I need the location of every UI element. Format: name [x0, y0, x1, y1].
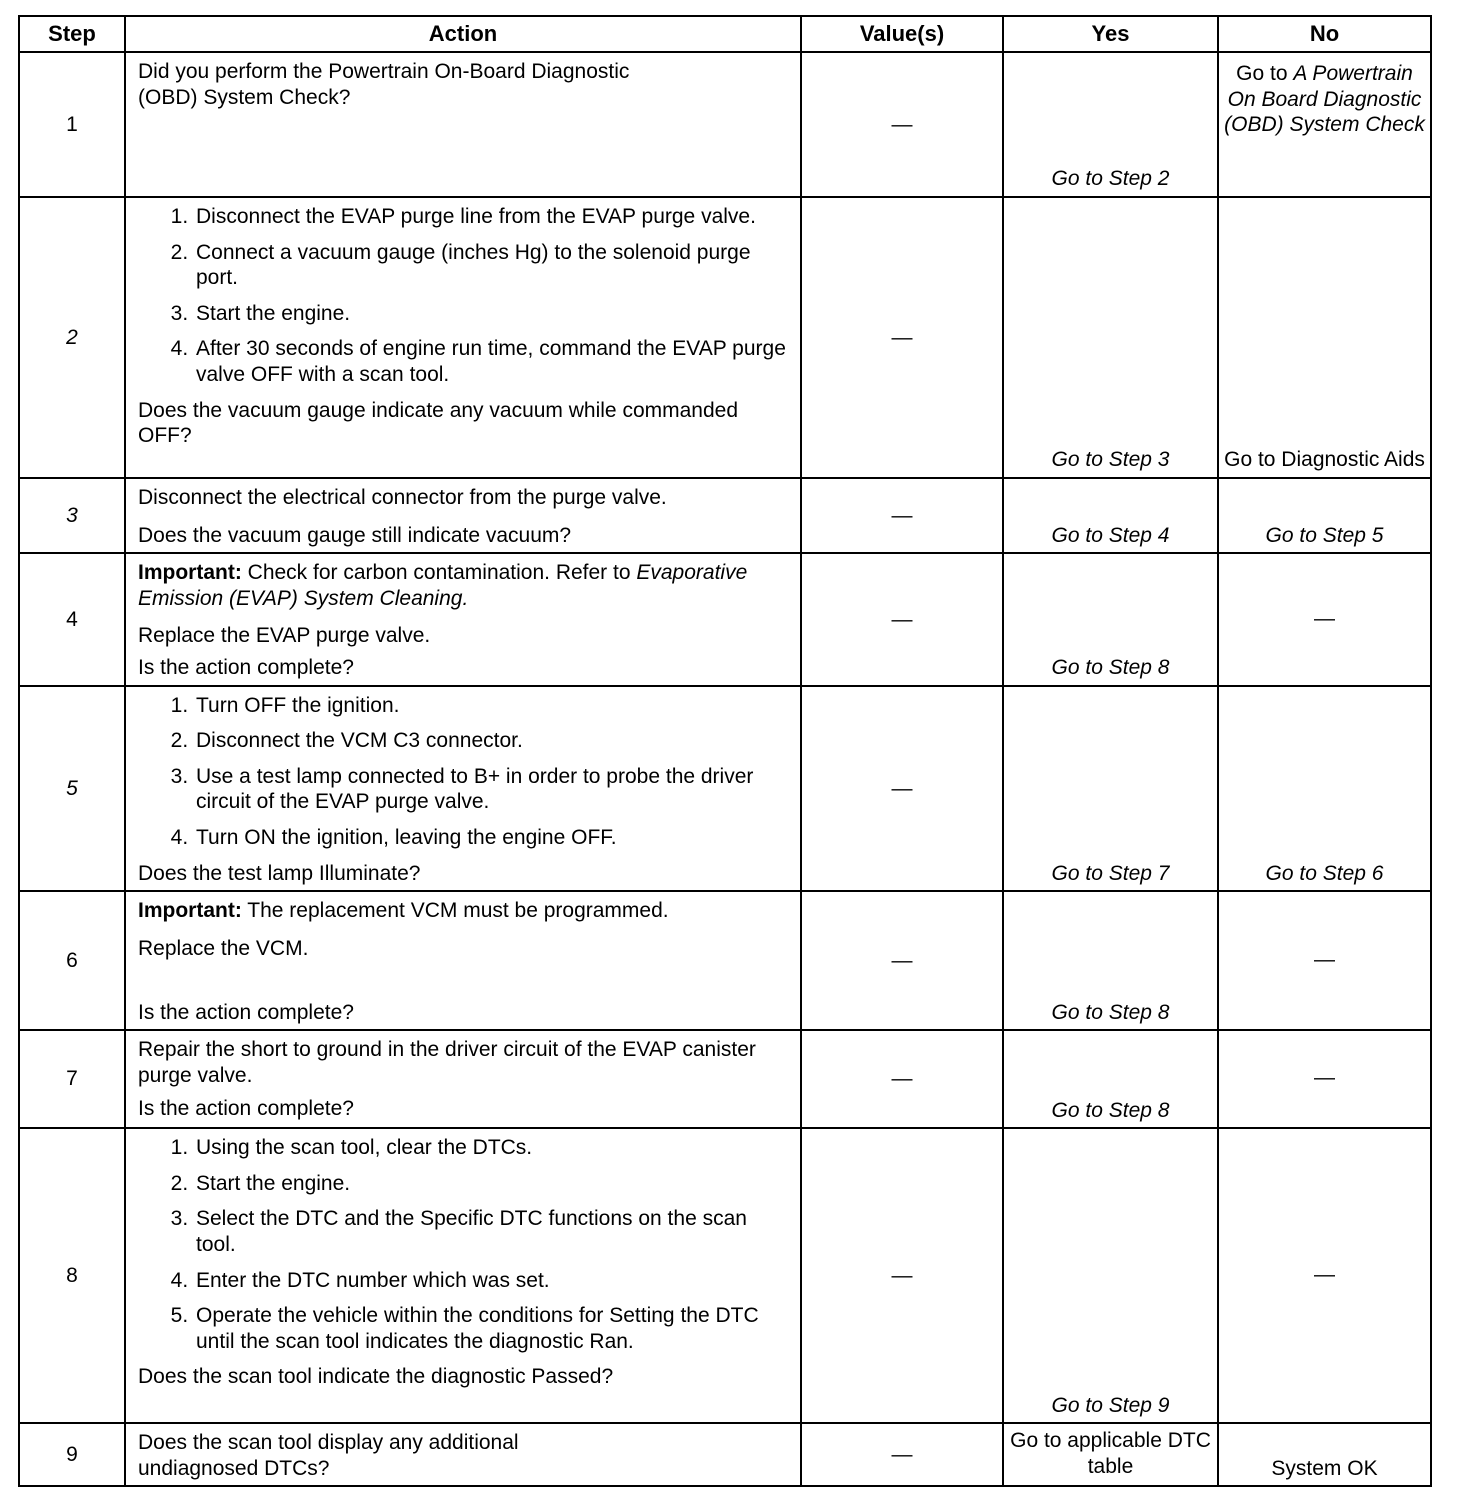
list-item: 3. Select the DTC and the Specific DTC functions on the scan tool. [194, 1206, 790, 1257]
table-row [19, 553, 1431, 685]
question-text: Is the action complete? [138, 656, 354, 680]
step-number: 8 [19, 1128, 125, 1423]
step-number: 6 [19, 891, 125, 1030]
action-text: Replace the VCM. [138, 936, 309, 960]
step-number: 5 [19, 686, 125, 892]
header-action: Action [125, 16, 801, 52]
step-number: 3 [19, 478, 125, 553]
value-cell: — [801, 52, 1003, 197]
yes-cell: Go to Step 8 [1003, 891, 1218, 1030]
list-item: 2. Connect a vacuum gauge (inches Hg) to the solenoid purge port. [194, 240, 790, 291]
list-item: 2. Disconnect the VCM C3 connector. [194, 728, 790, 754]
list-item: 1. Using the scan tool, clear the DTCs. [194, 1135, 790, 1161]
action-text: Replace the EVAP purge valve. [138, 624, 431, 648]
no-cell: Go to Step 6 [1218, 686, 1431, 892]
instruction-list [138, 1135, 790, 1354]
action-cell [125, 1030, 801, 1128]
action-cell [125, 197, 801, 478]
no-cell [1218, 52, 1431, 197]
instruction-list [138, 204, 790, 388]
table-row [19, 1030, 1431, 1128]
step-number: 1 [19, 52, 125, 197]
important-reference: Evaporative Emission (EVAP) System Cleaning. [138, 561, 748, 610]
action-text: Disconnect the electrical connector from the purge valve. [138, 486, 667, 509]
no-cell: Go to Diagnostic Aids [1218, 197, 1431, 478]
table-row [19, 891, 1431, 1030]
diagnostic-table [18, 15, 1432, 1487]
header-yes: Yes [1003, 16, 1218, 52]
list-item: 3. Start the engine. [194, 301, 790, 327]
yes-cell: Go to Step 2 [1003, 52, 1218, 197]
table-row [19, 52, 1431, 197]
table-row [19, 1423, 1431, 1486]
action-cell [125, 52, 801, 197]
header-values: Value(s) [801, 16, 1003, 52]
step-number: 2 [19, 197, 125, 478]
yes-cell: Go to Step 8 [1003, 1030, 1218, 1128]
important-text: Check for carbon contamination. Refer to [241, 561, 637, 585]
important-note [138, 898, 790, 924]
question-text: Is the action complete? [138, 1097, 354, 1121]
important-label: Important: [138, 561, 242, 585]
yes-cell: Go to Step 4 [1003, 478, 1218, 553]
no-cell: System OK [1218, 1423, 1431, 1486]
yes-cell: Go to Step 3 [1003, 197, 1218, 478]
yes-cell: Go to Step 7 [1003, 686, 1218, 892]
action-text: Did you perform the Powertrain On-Board Diagnostic (OBD) System Check? [138, 60, 630, 109]
value-cell: — [801, 478, 1003, 553]
table-row [19, 197, 1431, 478]
step-number: 7 [19, 1030, 125, 1128]
question-text: Does the vacuum gauge still indicate vacuum? [138, 523, 572, 547]
no-cell: — [1218, 1128, 1431, 1423]
value-cell: — [801, 1423, 1003, 1486]
no-cell: Go to Step 5 [1218, 478, 1431, 553]
list-item: 4. Enter the DTC number which was set. [194, 1268, 790, 1294]
no-cell: — [1218, 891, 1431, 1030]
question-text: Does the scan tool indicate the diagnostic Passed? [138, 1365, 614, 1389]
list-item: 3. Use a test lamp connected to B+ in order to probe the driver circuit of the EVAP purge valve. [194, 764, 790, 815]
instruction-list [138, 693, 790, 851]
list-item: 1. Turn OFF the ignition. [194, 693, 790, 719]
no-reference: A Powertrain On Board Diagnostic (OBD) System Check [1224, 62, 1425, 137]
no-cell: — [1218, 1030, 1431, 1128]
value-cell: — [801, 197, 1003, 478]
value-cell: — [801, 1030, 1003, 1128]
table-row [19, 686, 1431, 892]
important-note [138, 560, 790, 611]
no-prefix: Go to [1236, 62, 1294, 85]
value-cell: — [801, 1128, 1003, 1423]
list-item: 5. Operate the vehicle within the conditions for Setting the DTC until the scan tool indicates the diagnostic Ran. [194, 1303, 790, 1354]
important-label: Important: [138, 899, 242, 923]
table-row [19, 1128, 1431, 1423]
list-item: 2. Start the engine. [194, 1171, 790, 1197]
no-cell: — [1218, 553, 1431, 685]
yes-cell: Go to applicable DTC table [1003, 1423, 1218, 1486]
question-text: Does the test lamp Illuminate? [138, 861, 421, 885]
step-number: 9 [19, 1423, 125, 1486]
list-item: 4. After 30 seconds of engine run time, command the EVAP purge valve OFF with a scan tool. [194, 336, 790, 387]
yes-cell: Go to Step 8 [1003, 553, 1218, 685]
action-cell [125, 478, 801, 553]
header-no: No [1218, 16, 1431, 52]
action-text: Repair the short to ground in the driver circuit of the EVAP canister purge valve. [138, 1038, 756, 1087]
action-cell [125, 686, 801, 892]
action-cell [125, 553, 801, 685]
value-cell: — [801, 891, 1003, 1030]
action-cell [125, 1128, 801, 1423]
action-cell [125, 891, 801, 1030]
value-cell: — [801, 553, 1003, 685]
important-text: The replacement VCM must be programmed. [241, 899, 669, 923]
value-cell: — [801, 686, 1003, 892]
list-item: 4. Turn ON the ignition, leaving the engine OFF. [194, 825, 790, 851]
question-text: Does the vacuum gauge indicate any vacuum while commanded OFF? [138, 398, 739, 448]
question-text: Is the action complete? [138, 1000, 354, 1024]
header-step: Step [19, 16, 125, 52]
question-text: Does the scan tool display any additional undiagnosed DTCs? [138, 1431, 519, 1480]
table-row [19, 478, 1431, 553]
header-row [19, 16, 1431, 52]
yes-cell: Go to Step 9 [1003, 1128, 1218, 1423]
list-item: 1. Disconnect the EVAP purge line from the EVAP purge valve. [194, 204, 790, 230]
step-number: 4 [19, 553, 125, 685]
action-cell [125, 1423, 801, 1486]
